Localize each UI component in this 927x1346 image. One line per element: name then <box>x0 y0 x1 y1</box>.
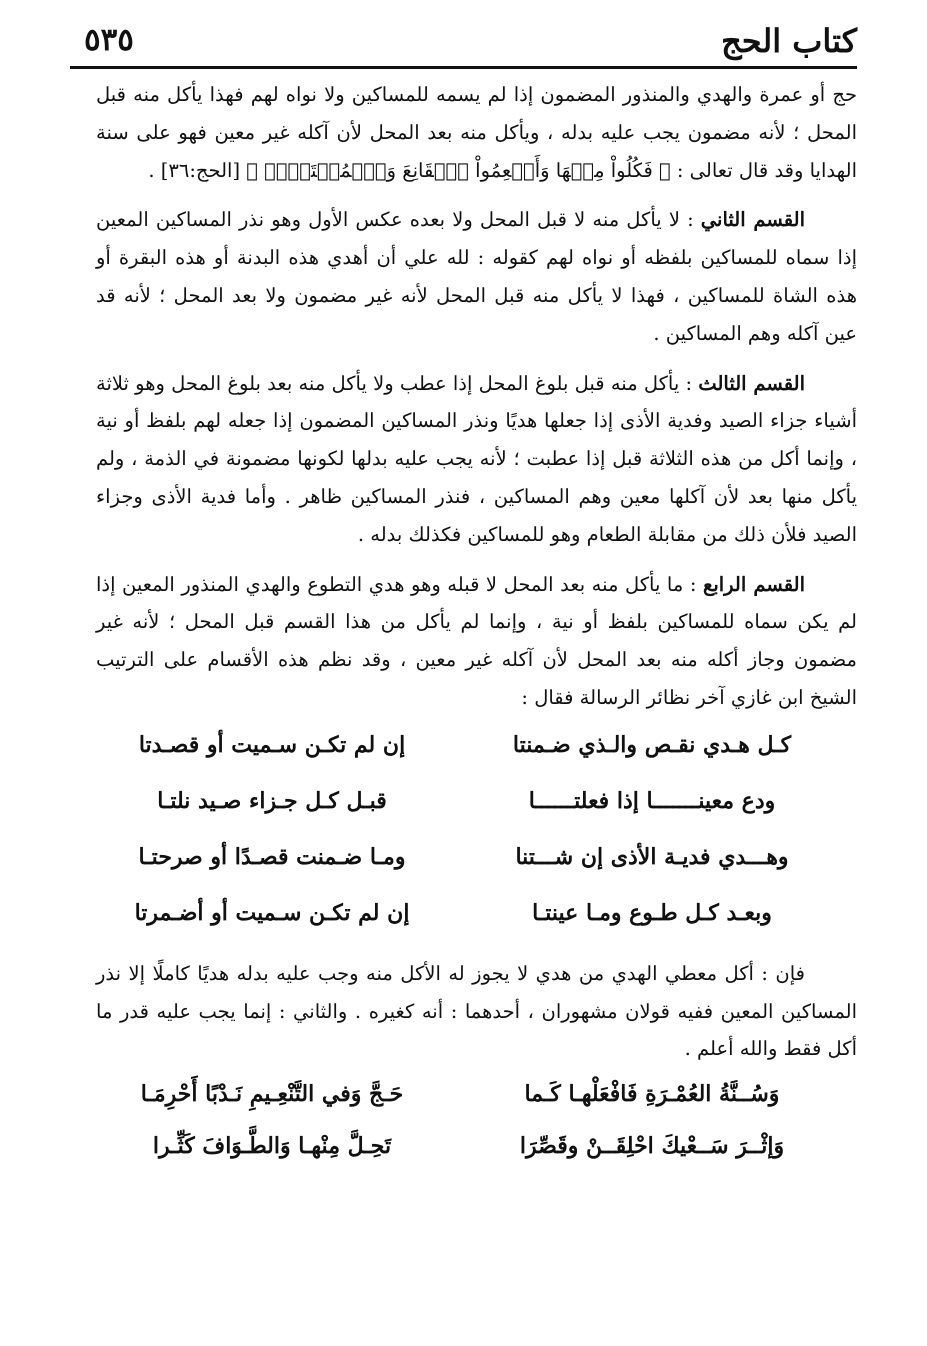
verse-first-hemistich: وهـــدي فديـة الأذى إن شـــتنا <box>515 843 789 870</box>
page-number: ٥٣٥ <box>84 22 134 58</box>
verse-second-hemistich: إن لم تكـن سـميت أو قصـدتا <box>138 731 406 758</box>
paragraph-5: فإن : أكل معطي الهدي من هدي لا يجوز له الأكل منه وجب عليه بدله هديًا كاملًا إلا نذر المساكين المعين ففيه قولان مشهوران ، أحدهما : أنه كغيره . والثاني : إنما يجب عليه قدر ما أكل فقط والله أعلم . <box>96 961 857 1061</box>
poem-1 <box>96 717 857 941</box>
header-rule <box>70 66 857 69</box>
verse <box>96 717 857 773</box>
verse <box>96 885 857 941</box>
section-heading: القسم الثالث <box>698 371 805 395</box>
paragraph-text: : ما يأكل منه بعد المحل لا قبله وهو هدي التطوع والهدي المنذور المعين إذا لم يكن سماه للمساكين بلفظ أو نية ، وإنما لم يأكل من هذا القسم قبل المحل ؛ لأنه غير مضمون وجاز أكله منه بعد المحل لأن آكله غير معين ، وقد نظم هذه الأقسام على الترتيب الشيخ ابن غازي آخر نظائر الرسالة فقال : <box>96 572 857 709</box>
verse-second-hemistich: إن لم تكـن سـميت أو أضـمرتا <box>134 899 410 926</box>
running-title: كتاب الحج <box>721 22 857 60</box>
verse <box>96 1120 857 1172</box>
paragraph-4 <box>96 566 857 717</box>
page-header <box>84 22 857 66</box>
paragraph-2 <box>96 201 857 352</box>
page-body <box>96 76 857 1172</box>
paragraph-1: حج أو عمرة والهدي والمنذور المضمون إذا لم يسمه للمساكين ولا نواه لهم فهذا يأكل منه قبل المحل ؛ لأنه مضمون يجب عليه بدله ، ويأكل منه بعد المحل لأن آكله غير معين فهو على سنة الهدايا وقد قال تعالى : ﴿ فَكُلُواْ مِنۡهَا وَأَطۡعِمُواْ ٱلۡقَانِعَ وَٱلۡمُعۡتَرَّۚ ﴾ [الحج:٣٦] . <box>96 83 857 182</box>
poem-2 <box>96 1068 857 1172</box>
verse-first-hemistich: ودع معينـــــــا إذا فعلتــــــا <box>528 787 776 814</box>
verse-first-hemistich: وَسُــنَّةُ العُمْـرَةِ فَافْعَلْهـا كَـما <box>524 1081 780 1108</box>
section-heading: القسم الرابع <box>702 572 805 596</box>
verse-second-hemistich: تَحِـلَّ مِنْهـا وَالطَّـوَافَ كَثِّـرا <box>152 1133 392 1160</box>
verse-first-hemistich: وَإثْــرَ سَــعْيكَ احْلِقَــنْ وقَصِّرَا <box>519 1133 785 1160</box>
verse-first-hemistich: كـل هـدي نقـص والـذي ضـمنتا <box>512 731 792 758</box>
verse-second-hemistich: ومـا ضـمنت قصـدًا أو صرحتـا <box>138 843 406 870</box>
verse <box>96 1068 857 1120</box>
paragraph-text: : يأكل منه قبل بلوغ المحل إذا عطب ولا يأكل منه بعد بلوغ المحل وهو ثلاثة أشياء جزاء الصيد وفدية الأذى إذا جعلها هديًا ونذر المساكين المضمون إذا جعله لهم بلفظ أو نية ، وإنما أكل من هذه الثلاثة قبل إذا عطبت ؛ لأنه يجب عليه بدلها لكونها مضمونة في الذمة ، ولم يأكل منها بعد لأن آكلها معين وهم المساكين ، فنذر المساكين ظاهر . وأما فدية الأذى وجزاء الصيد فلأن ذلك من مقابلة الطعام وهو للمساكين فكذلك بدله . <box>96 371 857 546</box>
verse <box>96 829 857 885</box>
verse-first-hemistich: وبعـد كـل طـوع ومـا عينتـا <box>532 899 772 926</box>
paragraph-3 <box>96 365 857 554</box>
verse <box>96 773 857 829</box>
section-heading: القسم الثاني <box>700 208 805 232</box>
paragraph-text: : لا يأكل منه لا قبل المحل ولا بعده عكس الأول وهو نذر المساكين المعين إذا سماه للمساكين بلفظه أو نواه لهم كقوله : لله علي أن أهدي هذه البدنة أو هذه البقرة أو هذه الشاة للمساكين ، فهذا لا يأكل منه قبل المحل لأنه غير مضمون ولا بعد المحل ؛ لأنه قد عين آكله وهم المساكين . <box>96 208 857 345</box>
verse-second-hemistich: حَـجَّ وَفي التَّنْعِـيمِ نَـدْبًا أَحْرِمَـا <box>140 1081 404 1108</box>
verse-second-hemistich: قبـل كـل جـزاء صـيد نلتـا <box>157 787 387 814</box>
